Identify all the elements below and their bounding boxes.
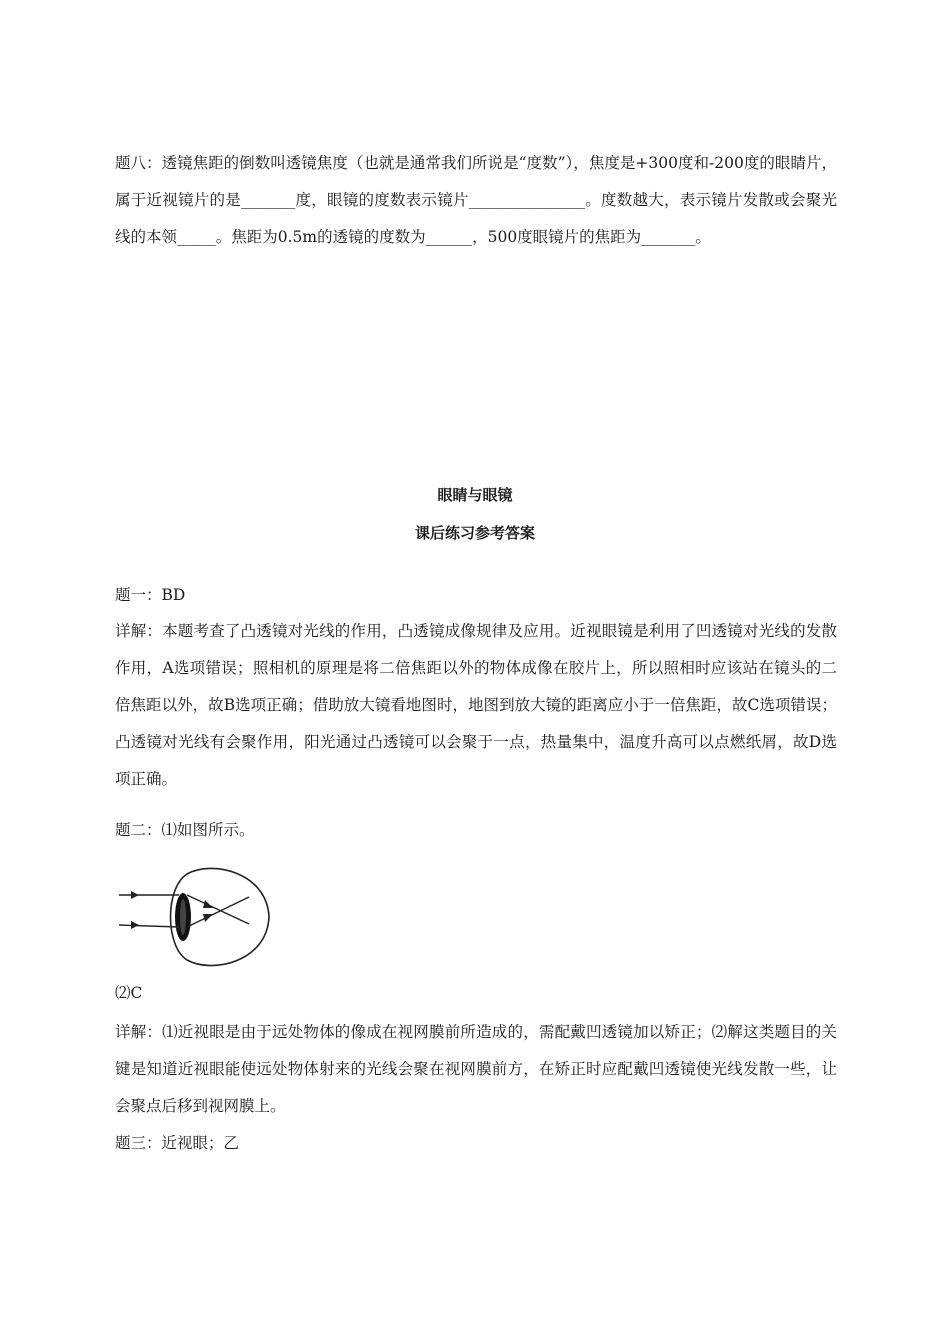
question-1-detail-text: 详解：本题考查了凸透镜对光线的作用，凸透镜成像规律及应用。近视眼镜是利用了凹透镜对光线的发散作用，A选项错误；照相机的原理是将二倍焦距以外的物体成像在胶片上，所以照相时应该站在镜头的二倍焦距以外，故B选项正确；借助放大镜看地图时，地图到放大镜的距离应小于一倍焦距，故C选项错误；凸透镜对光线有会聚作用，阳光通过凸透镜可以会聚于一点，热量集中，温度升高可以点燃纸屑，故D选项正确。 [115,622,837,788]
question-3-answer [115,1128,837,1158]
question-2-answer-text: 题二：⑴如图所示。 [115,821,255,839]
question-1-detail [115,613,837,798]
question-2-answer-b [115,978,837,1008]
ray-arrowheads [131,891,213,929]
question-8-text: 题八：透镜焦距的倒数叫透镜焦度（也就是通常我们所说是“度数”），焦度是+300度和-200度的眼睛片，属于近视镜片的是_______度，眼镜的度数表示镜片_______________。度数越大，表示镜片发散或会聚光线的本领_____。焦距为0.5m的透镜的度数为______，500度眼镜片的焦距为_______。 [115,154,837,246]
question-1-answer [115,580,837,610]
eye-lens [175,893,191,941]
answer-section-subtitle: 课后练习参考答案 [414,524,535,542]
question-2-detail [115,1014,837,1125]
answer-section-title: 眼睛与眼镜 [437,486,513,504]
question-8 [115,145,837,256]
eye-diagram-figure [117,862,277,972]
question-2-answer-b-text: ⑵C [115,984,143,1002]
question-1-answer-text: 题一：BD [115,586,186,604]
question-3-answer-text: 题三：近视眼；乙 [115,1134,240,1152]
question-2-answer [115,815,837,845]
question-2-detail-text: 详解：⑴近视眼是由于远处物体的像成在视网膜前所造成的，需配戴凹透镜加以矫正；⑵解这类题目的关键是知道近视眼能使远处物体射来的光线会聚在视网膜前方，在矫正时应配戴凹透镜使光线发散一些，让会聚点后移到视网膜上。 [115,1023,837,1115]
